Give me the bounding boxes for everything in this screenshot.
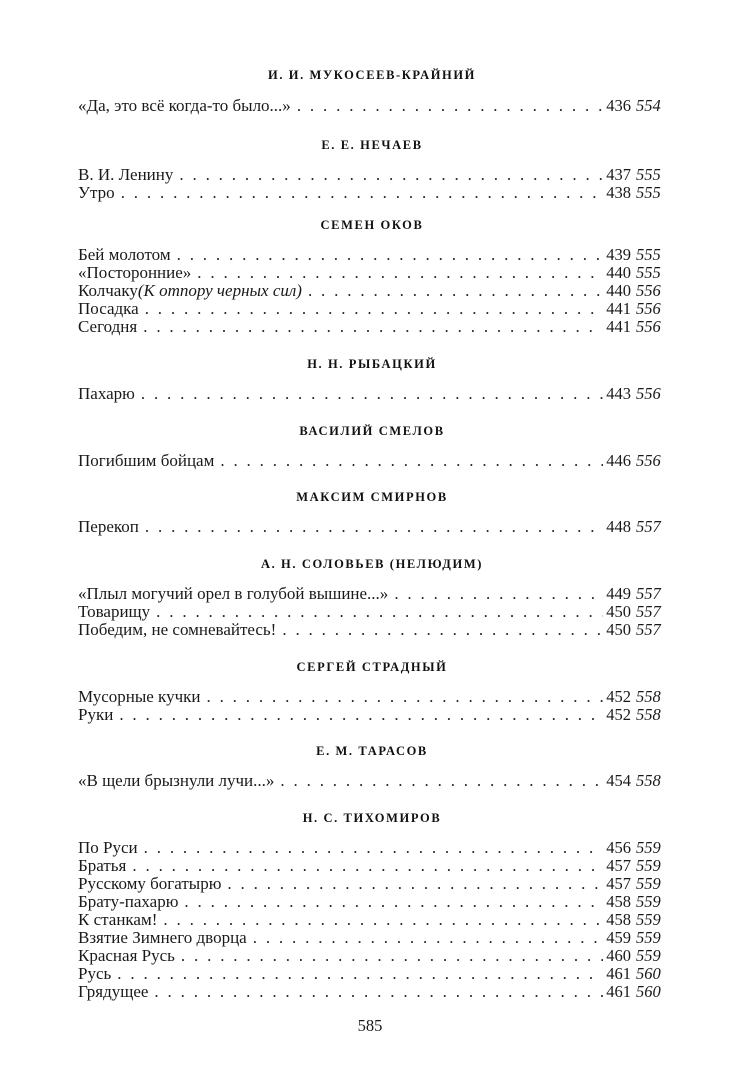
entry-page-number: 457 [606,874,631,893]
entry-comment-page-number: 555 [636,263,661,282]
entry-title: Взятие Зимнего дворца [78,928,247,947]
entry-title: Утро [78,183,115,202]
entry-comment-page-number: 560 [636,964,661,983]
toc-entry [78,893,666,911]
entry-comment-page-number: 559 [636,856,661,875]
entry-title: Грядущее [78,982,149,1001]
entry-page-number: 439 [606,245,631,264]
entry-page-number: 452 [606,687,631,706]
dot-leader [297,97,603,115]
entry-comment-page-number: 555 [636,245,661,264]
author-heading: СЕМЕН ОКОВ [320,218,424,232]
entry-comment-page-number: 555 [636,183,661,202]
dot-leader [141,385,603,403]
entry-title: Перекоп [78,517,139,536]
entry-page-number: 441 [606,317,631,336]
entry-page-number: 458 [606,892,631,911]
dot-leader [154,983,603,1001]
entry-title: По Руси [78,838,138,857]
entry-page-number: 450 [606,620,631,639]
entry-comment-page-number: 558 [636,705,661,724]
entry-page-number: 458 [606,910,631,929]
dot-leader [184,893,603,911]
entry-title: Красная Русь [78,946,175,965]
dot-leader [145,518,603,536]
entry-title: Погибшим бойцам [78,451,215,470]
entry-comment-page-number: 559 [636,910,661,929]
entry-title: В. И. Ленину [78,165,174,184]
toc-entry [78,706,666,724]
entry-comment-page-number: 558 [636,771,661,790]
entry-title: «Плыл могучий орел в голубой вышине...» [78,584,389,603]
entry-page-number: 456 [606,838,631,857]
entry-comment-page-number: 558 [636,687,661,706]
toc-entry [78,688,666,706]
dot-leader [220,452,603,470]
dot-leader [197,264,603,282]
dot-leader [144,839,604,857]
toc-entry [78,282,666,300]
entry-page-number: 437 [606,165,631,184]
toc-entry [78,97,666,115]
dot-leader [280,772,603,790]
dot-leader [143,318,603,336]
toc-entry [78,318,666,336]
entry-comment-page-number: 559 [636,838,661,857]
toc-entry [78,166,666,184]
toc-entry [78,983,666,1001]
entry-title: Русскому богатырю [78,874,222,893]
entry-comment-page-number: 559 [636,892,661,911]
entry-title: Товарищу [78,602,151,621]
entry-title: Мусорные кучки [78,687,201,706]
toc-entry [78,385,666,403]
entry-title: «В щели брызнули лучи...» [78,771,275,790]
author-heading: МАКСИМ СМИРНОВ [296,490,448,504]
entry-title: К станкам! [78,910,158,929]
entry-page-number: 452 [606,705,631,724]
toc-entry [78,621,666,639]
dot-leader [206,688,603,706]
entry-page-number: 440 [606,263,631,282]
toc-entry [78,857,666,875]
dot-leader [177,246,604,264]
dot-leader [163,911,603,929]
author-heading: Н. С. ТИХОМИРОВ [302,811,442,825]
entry-title: Пахарю [78,384,135,403]
entry-title: Посадка [78,299,139,318]
toc-entry [78,772,666,790]
entry-page-number: 448 [606,517,631,536]
entry-title: Сегодня [78,317,138,336]
toc-entry [78,603,666,621]
author-heading: Е. М. ТАРАСОВ [316,744,428,758]
dot-leader [121,184,604,202]
dot-leader [227,875,603,893]
entry-title: Колчаку [78,281,138,300]
entry-comment-page-number: 557 [636,584,661,603]
toc-entry [78,911,666,929]
entry-page-number: 449 [606,584,631,603]
entry-title: Русь [78,964,112,983]
entry-page-number: 460 [606,946,631,965]
author-heading: А. Н. СОЛОВЬЕВ (НЕЛЮДИМ) [260,557,483,571]
toc-entry [78,184,666,202]
dot-leader [119,706,603,724]
entry-comment-page-number: 557 [636,620,661,639]
entry-comment-page-number: 556 [636,299,661,318]
page-number: 585 [357,1016,383,1035]
entry-page-number: 450 [606,602,631,621]
entry-comment-page-number: 556 [636,384,661,403]
toc-entry [78,965,666,983]
dot-leader [132,857,603,875]
entry-page-number: 459 [606,928,631,947]
toc-entry [78,585,666,603]
entry-comment-page-number: 559 [636,874,661,893]
entry-page-number: 461 [606,982,631,1001]
entry-comment-page-number: 554 [636,96,661,115]
dot-leader [181,947,603,965]
entry-page-number: 454 [606,771,631,790]
dot-leader [156,603,603,621]
toc-entry [78,839,666,857]
author-heading: ВАСИЛИЙ СМЕЛОВ [299,424,445,438]
entry-page-number: 440 [606,281,631,300]
entry-page-number: 457 [606,856,631,875]
entry-page-number: 443 [606,384,631,403]
entry-comment-page-number: 559 [636,946,661,965]
toc-entry [78,452,666,470]
toc-entry [78,947,666,965]
entry-title: Победим, не сомневайтесь! [78,620,277,639]
toc-entry [78,875,666,893]
toc-entry [78,264,666,282]
entry-title: Братья [78,856,127,875]
author-heading: Н. Н. РЫБАЦКИЙ [307,357,437,371]
entry-page-number: 461 [606,964,631,983]
dot-leader [308,282,603,300]
entry-title: «Посторонние» [78,263,192,282]
author-heading: И. И. МУКОСЕЕВ-КРАЙНИЙ [268,68,476,82]
entry-comment-page-number: 555 [636,165,661,184]
entry-page-number: 438 [606,183,631,202]
entry-comment-page-number: 556 [636,317,661,336]
dot-leader [394,585,603,603]
entry-subtitle: (К отпору черных сил) [137,281,302,300]
dot-leader [253,929,604,947]
entry-title: «Да, это всё когда-то было...» [78,96,291,115]
entry-comment-page-number: 557 [636,602,661,621]
entry-title: Бей молотом [78,245,171,264]
toc-entry [78,929,666,947]
author-heading: Е. Е. НЕЧАЕВ [321,138,423,152]
author-heading: СЕРГЕЙ СТРАДНЫЙ [296,660,448,674]
entry-comment-page-number: 560 [636,982,661,1001]
toc-entry [78,518,666,536]
entry-page-number: 436 [606,96,631,115]
entry-comment-page-number: 559 [636,928,661,947]
entry-comment-page-number: 557 [636,517,661,536]
toc-entry [78,246,666,264]
entry-title: Руки [78,705,114,724]
entry-page-number: 441 [606,299,631,318]
dot-leader [145,300,604,318]
dot-leader [282,621,603,639]
entry-title: Брату-пахарю [78,892,179,911]
dot-leader [179,166,603,184]
dot-leader [117,965,603,983]
toc-entry [78,300,666,318]
entry-page-number: 446 [606,451,631,470]
entry-comment-page-number: 556 [636,451,661,470]
entry-comment-page-number: 556 [636,281,661,300]
